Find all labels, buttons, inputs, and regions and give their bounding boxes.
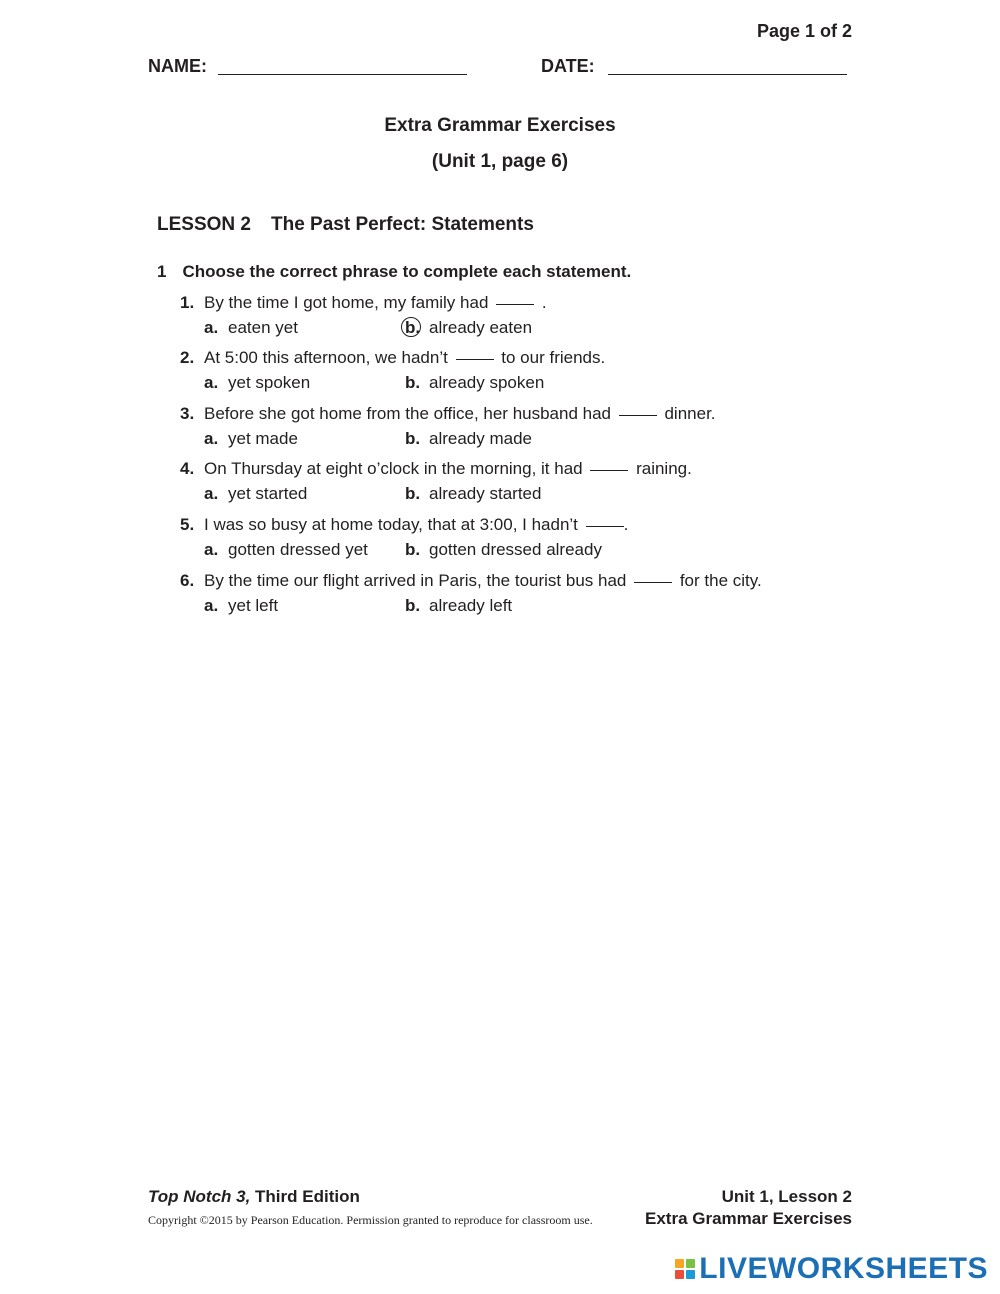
book-name: Top Notch 3,	[148, 1187, 251, 1206]
answer-blank[interactable]	[619, 415, 657, 416]
option-letter-circled	[405, 318, 429, 338]
option-letter: a.	[204, 540, 219, 559]
question-number: 2.	[180, 348, 195, 367]
question-text: By the time our flight arrived in Paris, the tourist bus had	[204, 571, 627, 590]
logo-square	[675, 1270, 684, 1279]
question-text: Before she got home from the office, her husband had	[204, 404, 612, 423]
page-subtitle: (Unit 1, page 6)	[431, 151, 569, 172]
option-b[interactable]	[405, 318, 532, 338]
option-a[interactable]	[204, 596, 278, 616]
question-text: By the time I got home, my family had	[204, 293, 489, 312]
question-text-end: .	[537, 293, 547, 312]
question-text-end: raining.	[631, 459, 692, 478]
option-a[interactable]	[204, 318, 298, 338]
option-letter: b.	[405, 373, 421, 392]
option-a[interactable]	[204, 429, 298, 449]
question-number: 1.	[180, 293, 195, 312]
question-number: 5.	[180, 515, 195, 534]
footer-section: Extra Grammar Exercises	[645, 1209, 852, 1228]
lesson-heading	[157, 214, 534, 236]
question-3	[180, 404, 820, 449]
answer-blank[interactable]	[456, 359, 494, 360]
question-number: 6.	[180, 571, 195, 590]
answer-blank[interactable]	[496, 304, 534, 305]
answer-blank[interactable]	[586, 526, 624, 527]
footer-unit-lesson: Unit 1, Lesson 2	[721, 1187, 852, 1206]
option-text: yet started	[228, 484, 308, 503]
option-text: already made	[429, 429, 533, 448]
option-letter: a.	[204, 596, 219, 615]
book-title	[148, 1187, 360, 1207]
instruction-text: Choose the correct phrase to complete each statement.	[182, 262, 632, 281]
logo-square	[686, 1270, 695, 1279]
copyright-notice: Copyright ©2015 by Pearson Education. Permission granted to reproduce for classroom use.	[148, 1213, 593, 1227]
option-letter: a.	[204, 429, 219, 448]
name-label: NAME:	[148, 56, 207, 76]
date-field[interactable]	[608, 74, 847, 75]
logo-square	[686, 1259, 695, 1268]
option-b[interactable]	[405, 540, 602, 560]
question-6	[180, 571, 820, 616]
option-b[interactable]	[405, 429, 532, 449]
option-text: already spoken	[429, 373, 545, 392]
page-title: Extra Grammar Exercises	[384, 115, 616, 136]
exercise-instruction	[157, 262, 631, 282]
question-number: 3.	[180, 404, 195, 423]
option-letter: a.	[204, 373, 219, 392]
lesson-title: The Past Perfect: Statements	[270, 214, 534, 235]
option-b[interactable]	[405, 596, 512, 616]
logo-text: LIVEWORKSHEETS	[699, 1252, 988, 1285]
question-5	[180, 515, 820, 560]
option-b[interactable]	[405, 373, 544, 393]
date-label: DATE:	[541, 56, 595, 76]
question-2	[180, 348, 820, 393]
question-4	[180, 459, 820, 504]
question-text-end: .	[623, 515, 629, 534]
option-letter: a.	[204, 484, 219, 503]
question-1	[180, 293, 820, 338]
option-letter: a.	[204, 318, 219, 337]
question-text-end: to our friends.	[496, 348, 606, 367]
question-text: At 5:00 this afternoon, we hadn’t	[204, 348, 448, 367]
name-field[interactable]	[218, 74, 467, 75]
option-text: already started	[429, 484, 542, 503]
exercise-number: 1	[157, 262, 167, 281]
answer-circle-icon	[401, 317, 421, 337]
option-text: yet made	[228, 429, 298, 448]
option-letter: b.	[405, 484, 421, 503]
option-text: yet spoken	[228, 373, 311, 392]
page-number: Page 1 of 2	[756, 21, 852, 41]
book-edition: Third Edition	[250, 1187, 360, 1206]
lesson-label: LESSON 2	[157, 214, 251, 235]
question-text-end: dinner.	[659, 404, 716, 423]
logo-icon	[675, 1259, 695, 1279]
option-a[interactable]	[204, 373, 310, 393]
option-text: gotten dressed already	[429, 540, 602, 559]
question-text: On Thursday at eight o’clock in the morning, it had	[204, 459, 583, 478]
question-number: 4.	[180, 459, 195, 478]
option-letter: b.	[405, 429, 421, 448]
option-letter: b.	[405, 540, 421, 559]
question-text-end: for the city.	[675, 571, 762, 590]
question-text: I was so busy at home today, that at 3:00, I hadn’t	[204, 515, 578, 534]
option-text: already eaten	[429, 318, 533, 337]
option-text: gotten dressed yet	[228, 540, 368, 559]
option-text: eaten yet	[228, 318, 298, 337]
option-text: already left	[429, 596, 513, 615]
liveworksheets-logo[interactable]	[675, 1253, 988, 1285]
option-letter: b.	[405, 596, 421, 615]
logo-square	[675, 1259, 684, 1268]
option-text: yet left	[228, 596, 279, 615]
option-b[interactable]	[405, 484, 541, 504]
option-letter: b.	[405, 318, 421, 337]
answer-blank[interactable]	[590, 470, 628, 471]
answer-blank[interactable]	[634, 582, 672, 583]
option-a[interactable]	[204, 484, 307, 504]
option-a[interactable]	[204, 540, 368, 560]
